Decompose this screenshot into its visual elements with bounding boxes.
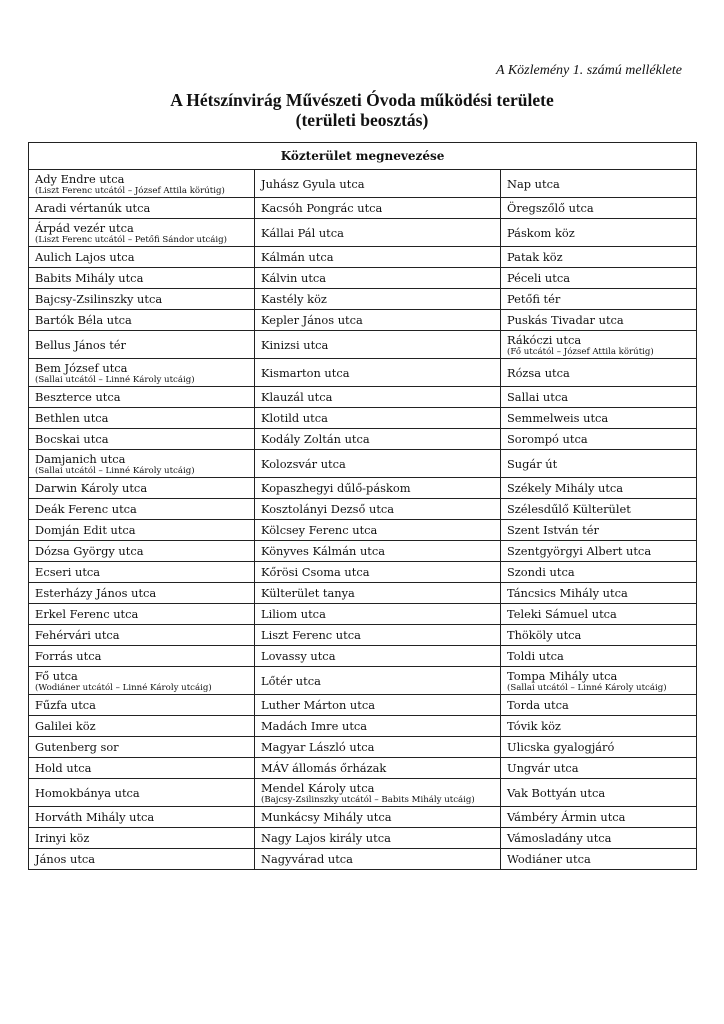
street-name: Munkácsy Mihály utca <box>261 810 392 824</box>
street-cell <box>29 408 255 429</box>
street-name: Torda utca <box>507 698 569 712</box>
street-name: Nap utca <box>507 176 560 191</box>
street-cell <box>255 737 501 758</box>
street-name: Klauzál utca <box>261 390 333 404</box>
street-name: Bethlen utca <box>35 411 109 425</box>
street-cell <box>255 387 501 408</box>
street-cell <box>501 646 697 667</box>
table-row <box>29 499 697 520</box>
street-cell <box>29 520 255 541</box>
street-cell <box>255 562 501 583</box>
street-name: Vámbéry Ármin utca <box>507 810 626 824</box>
street-name: Kőrösi Csoma utca <box>261 565 370 579</box>
street-name: Kismarton utca <box>261 365 350 380</box>
street-table <box>28 142 697 870</box>
street-cell <box>255 247 501 268</box>
street-name: Kepler János utca <box>261 313 363 327</box>
street-name: Páskom köz <box>507 225 575 240</box>
table-row <box>29 450 697 478</box>
street-cell <box>255 268 501 289</box>
street-name: Hold utca <box>35 761 92 775</box>
table-row <box>29 779 697 807</box>
street-cell <box>29 499 255 520</box>
street-name: Nagy Lajos király utca <box>261 831 391 845</box>
street-name: Liszt Ferenc utca <box>261 628 361 642</box>
street-cell <box>501 170 697 198</box>
street-name: Rákóczi utca <box>507 332 582 347</box>
street-name: Puskás Tivadar utca <box>507 313 624 327</box>
street-cell <box>501 247 697 268</box>
street-cell <box>501 478 697 499</box>
street-name: Babits Mihály utca <box>35 271 144 285</box>
street-name: Irinyi köz <box>35 831 90 845</box>
street-cell <box>255 429 501 450</box>
street-name: Könyves Kálmán utca <box>261 544 386 558</box>
street-name: Galilei köz <box>35 719 96 733</box>
street-cell <box>501 359 697 387</box>
street-cell <box>29 289 255 310</box>
street-cell <box>501 198 697 219</box>
street-name: Bajcsy-Zsilinszky utca <box>35 292 163 306</box>
street-name: Patak köz <box>507 250 563 264</box>
street-name: Vak Bottyán utca <box>507 785 606 800</box>
table-row <box>29 807 697 828</box>
street-cell <box>255 499 501 520</box>
street-name: Aradi vértanúk utca <box>35 201 151 215</box>
street-name: Madách Imre utca <box>261 719 368 733</box>
table-header-row <box>29 143 697 170</box>
document-title <box>0 90 724 130</box>
street-cell <box>501 849 697 870</box>
street-name: Fő utca <box>35 668 78 683</box>
table-row <box>29 331 697 359</box>
street-cell <box>501 737 697 758</box>
street-name: Fehérvári utca <box>35 628 120 642</box>
table-row <box>29 268 697 289</box>
table-row <box>29 429 697 450</box>
table-row <box>29 562 697 583</box>
street-cell <box>29 737 255 758</box>
street-cell <box>255 198 501 219</box>
street-name: Sugár út <box>507 456 558 471</box>
street-cell <box>255 646 501 667</box>
street-name: Sallai utca <box>507 390 569 404</box>
street-cell <box>29 716 255 737</box>
table-row <box>29 828 697 849</box>
street-name: Semmelweis utca <box>507 411 609 425</box>
table-row <box>29 289 697 310</box>
street-name: Ulicska gyalogjáró <box>507 740 615 754</box>
street-cell <box>501 499 697 520</box>
street-cell <box>29 807 255 828</box>
table-row <box>29 583 697 604</box>
table-row <box>29 310 697 331</box>
street-name: Külterület tanya <box>261 586 355 600</box>
street-name: Fűzfa utca <box>35 698 96 712</box>
street-cell <box>29 828 255 849</box>
street-cell <box>501 429 697 450</box>
street-name: Juhász Gyula utca <box>261 176 365 191</box>
table-row <box>29 359 697 387</box>
table-row <box>29 849 697 870</box>
street-cell <box>29 331 255 359</box>
street-cell <box>501 695 697 716</box>
street-name: Teleki Sámuel utca <box>507 607 617 621</box>
table-row <box>29 219 697 247</box>
table-row <box>29 170 697 198</box>
street-section-note: (Bajcsy-Zsilinszky utcától – Babits Mihály utcáig) <box>261 794 475 805</box>
street-cell <box>255 310 501 331</box>
street-name: Szent István tér <box>507 523 599 537</box>
street-name: Kinizsi utca <box>261 337 329 352</box>
street-name: Luther Márton utca <box>261 698 375 712</box>
street-cell <box>501 541 697 562</box>
street-cell <box>501 779 697 807</box>
street-section-note: (Sallai utcától – Linné Károly utcáig) <box>35 374 195 385</box>
street-cell <box>29 450 255 478</box>
annex-note: A Közlemény 1. számú melléklete <box>496 63 682 78</box>
street-cell <box>29 625 255 646</box>
street-name: Kálmán utca <box>261 250 334 264</box>
street-name: Kolozsvár utca <box>261 456 346 471</box>
street-name: Beszterce utca <box>35 390 121 404</box>
table-row <box>29 737 697 758</box>
table-row <box>29 695 697 716</box>
table-row <box>29 520 697 541</box>
street-cell <box>29 758 255 779</box>
street-name: Kopaszhegyi dűlő-páskom <box>261 481 411 495</box>
street-cell <box>29 198 255 219</box>
street-name: Tompa Mihály utca <box>507 668 618 683</box>
street-cell <box>29 219 255 247</box>
street-name: Mendel Károly utca <box>261 780 375 795</box>
street-name: Lőtér utca <box>261 673 321 688</box>
street-cell <box>29 646 255 667</box>
street-cell <box>29 170 255 198</box>
street-cell <box>255 849 501 870</box>
street-section-note: (Fő utcától – József Attila körútig) <box>507 346 654 357</box>
street-cell <box>255 583 501 604</box>
table-header: Közterület megnevezése <box>29 143 697 170</box>
street-name: Kosztolányi Dezső utca <box>261 502 395 516</box>
title-line-2: (területi beosztás) <box>295 110 429 130</box>
table-row <box>29 716 697 737</box>
street-cell <box>29 429 255 450</box>
street-cell <box>255 408 501 429</box>
table-body <box>29 170 697 870</box>
street-cell <box>29 541 255 562</box>
street-section-note: (Liszt Ferenc utcától – Petőfi Sándor utcáig) <box>35 234 228 245</box>
street-cell <box>501 219 697 247</box>
street-name: Bocskai utca <box>35 432 109 446</box>
street-name: Wodiáner utca <box>507 852 591 866</box>
table-row <box>29 758 697 779</box>
street-cell <box>29 359 255 387</box>
street-cell <box>501 387 697 408</box>
street-section-note: (Sallai utcától – Linné Károly utcáig) <box>35 465 195 476</box>
street-cell <box>255 828 501 849</box>
street-cell <box>255 604 501 625</box>
street-name: Dózsa György utca <box>35 544 144 558</box>
street-cell <box>501 758 697 779</box>
street-name: Liliom utca <box>261 607 326 621</box>
street-name: Gutenberg sor <box>35 740 119 754</box>
street-name: Kálvin utca <box>261 271 327 285</box>
street-name: Ungvár utca <box>507 761 579 775</box>
street-name: Lovassy utca <box>261 649 336 663</box>
table-row <box>29 387 697 408</box>
street-name: Thököly utca <box>507 628 582 642</box>
street-cell <box>29 604 255 625</box>
street-cell <box>255 219 501 247</box>
table-row <box>29 408 697 429</box>
street-cell <box>501 604 697 625</box>
street-cell <box>255 625 501 646</box>
street-cell <box>29 779 255 807</box>
street-name: Tóvik köz <box>507 719 561 733</box>
street-cell <box>501 520 697 541</box>
street-cell <box>501 716 697 737</box>
street-cell <box>255 695 501 716</box>
street-section-note: (Wodiáner utcától – Linné Károly utcáig) <box>35 682 212 693</box>
street-name: Árpád vezér utca <box>35 220 134 235</box>
street-name: Vámosladány utca <box>507 831 612 845</box>
street-name: Damjanich utca <box>35 451 126 466</box>
street-name: Péceli utca <box>507 271 571 285</box>
street-cell <box>501 450 697 478</box>
street-name: Bartók Béla utca <box>35 313 132 327</box>
street-name: Petőfi tér <box>507 292 561 306</box>
table-row <box>29 247 697 268</box>
street-name: János utca <box>35 852 96 866</box>
street-name: Kodály Zoltán utca <box>261 432 370 446</box>
street-name: Kastély köz <box>261 292 327 306</box>
street-cell <box>255 541 501 562</box>
street-section-note: (Sallai utcától – Linné Károly utcáig) <box>507 682 667 693</box>
street-cell <box>29 583 255 604</box>
street-name: Bellus János tér <box>35 337 126 352</box>
street-cell <box>29 268 255 289</box>
street-cell <box>501 562 697 583</box>
street-name: Esterházy János utca <box>35 586 157 600</box>
street-section-note: (Liszt Ferenc utcától – József Attila körútig) <box>35 185 225 196</box>
street-name: Homokbánya utca <box>35 785 140 800</box>
street-name: Székely Mihály utca <box>507 481 624 495</box>
table-row <box>29 625 697 646</box>
table-row <box>29 541 697 562</box>
street-name: Sorompó utca <box>507 432 588 446</box>
street-cell <box>255 716 501 737</box>
street-cell <box>29 849 255 870</box>
street-cell <box>501 268 697 289</box>
street-name: MÁV állomás őrházak <box>261 761 387 775</box>
street-name: Ecseri utca <box>35 565 101 579</box>
street-cell <box>501 583 697 604</box>
street-cell <box>255 520 501 541</box>
street-cell <box>255 478 501 499</box>
street-name: Aulich Lajos utca <box>35 250 135 264</box>
street-cell <box>255 779 501 807</box>
street-cell <box>501 667 697 695</box>
street-cell <box>501 289 697 310</box>
table-row <box>29 478 697 499</box>
street-name: Klotild utca <box>261 411 328 425</box>
street-cell <box>29 667 255 695</box>
street-name: Erkel Ferenc utca <box>35 607 139 621</box>
street-name: Magyar László utca <box>261 740 375 754</box>
street-name: Kállai Pál utca <box>261 225 344 240</box>
street-name: Rózsa utca <box>507 365 570 380</box>
street-cell <box>501 828 697 849</box>
table-row <box>29 646 697 667</box>
street-name: Bem József utca <box>35 360 128 375</box>
table-row <box>29 604 697 625</box>
street-name: Nagyvárad utca <box>261 852 353 866</box>
street-name: Öregszőlő utca <box>507 201 594 215</box>
street-cell <box>255 667 501 695</box>
street-name: Szélesdűlő Külterület <box>507 502 631 516</box>
street-cell <box>501 408 697 429</box>
street-cell <box>29 478 255 499</box>
street-name: Kacsóh Pongrác utca <box>261 201 383 215</box>
street-cell <box>501 625 697 646</box>
title-line-1: A Hétszínvirág Művészeti Óvoda működési területe <box>170 90 554 110</box>
street-name: Deák Ferenc utca <box>35 502 137 516</box>
street-cell <box>501 807 697 828</box>
street-name: Szondi utca <box>507 565 575 579</box>
street-name: Ady Endre utca <box>35 171 125 186</box>
table-row <box>29 198 697 219</box>
street-cell <box>255 807 501 828</box>
street-cell <box>255 450 501 478</box>
street-cell <box>255 359 501 387</box>
street-cell <box>29 310 255 331</box>
street-name: Horváth Mihály utca <box>35 810 155 824</box>
street-cell <box>29 387 255 408</box>
street-name: Toldi utca <box>507 649 564 663</box>
street-name: Domján Edit utca <box>35 523 136 537</box>
table-row <box>29 667 697 695</box>
street-name: Táncsics Mihály utca <box>507 586 628 600</box>
street-cell <box>29 695 255 716</box>
street-name: Forrás utca <box>35 649 102 663</box>
street-name: Szentgyörgyi Albert utca <box>507 544 652 558</box>
street-cell <box>501 331 697 359</box>
street-name: Darwin Károly utca <box>35 481 148 495</box>
street-cell <box>255 170 501 198</box>
street-cell <box>29 562 255 583</box>
street-cell <box>29 247 255 268</box>
street-cell <box>255 758 501 779</box>
street-cell <box>255 289 501 310</box>
street-cell <box>501 310 697 331</box>
street-cell <box>255 331 501 359</box>
street-name: Kölcsey Ferenc utca <box>261 523 378 537</box>
